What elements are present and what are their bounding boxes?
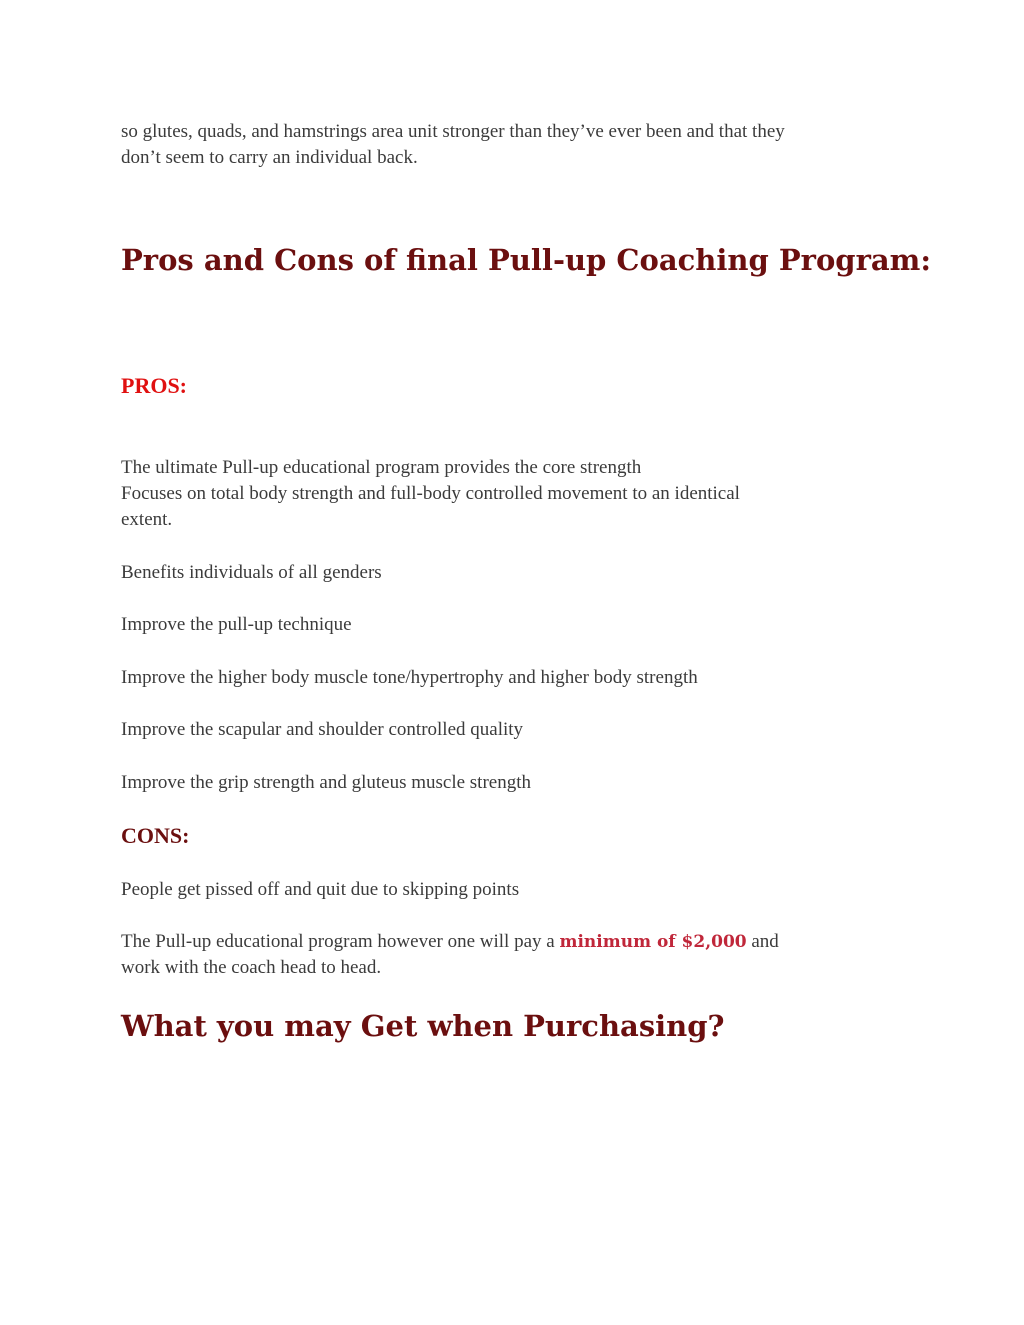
pros-item: Improve the scapular and shoulder controlled quality (121, 719, 524, 740)
pros-item: Focuses on total body strength and full-body controlled movement to an identical (121, 483, 740, 504)
purchasing-heading: What you may Get when Purchasing? (121, 1009, 725, 1043)
pros-item: Benefits individuals of all genders (121, 562, 382, 583)
cons-item-price-before: The Pull-up educational program however one will pay a (121, 931, 560, 952)
cons-item-price-line-2: work with the coach head to head. (121, 957, 382, 978)
pros-item: Improve the pull-up technique (121, 614, 352, 635)
pros-item: extent. (121, 509, 173, 530)
cons-label: CONS: (121, 823, 190, 848)
pros-cons-heading: Pros and Cons of final Pull-up Coaching Program: (121, 243, 932, 277)
pros-item: Improve the higher body muscle tone/hypertrophy and higher body strength (121, 667, 698, 688)
intro-line-1: so glutes, quads, and hamstrings area unit stronger than they’ve ever been and that they (121, 121, 785, 142)
cons-item-price-after: and (746, 931, 779, 952)
intro-line-2: don’t seem to carry an individual back. (121, 147, 418, 168)
pros-label: PROS: (121, 373, 187, 398)
pros-item: The ultimate Pull-up educational program provides the core strength (121, 457, 642, 478)
cons-item: People get pissed off and quit due to skipping points (121, 879, 520, 900)
minimum-price-highlight: minimum of $2,000 (559, 932, 747, 952)
cons-item-price (121, 929, 911, 955)
pros-item: Improve the grip strength and gluteus muscle strength (121, 772, 531, 793)
